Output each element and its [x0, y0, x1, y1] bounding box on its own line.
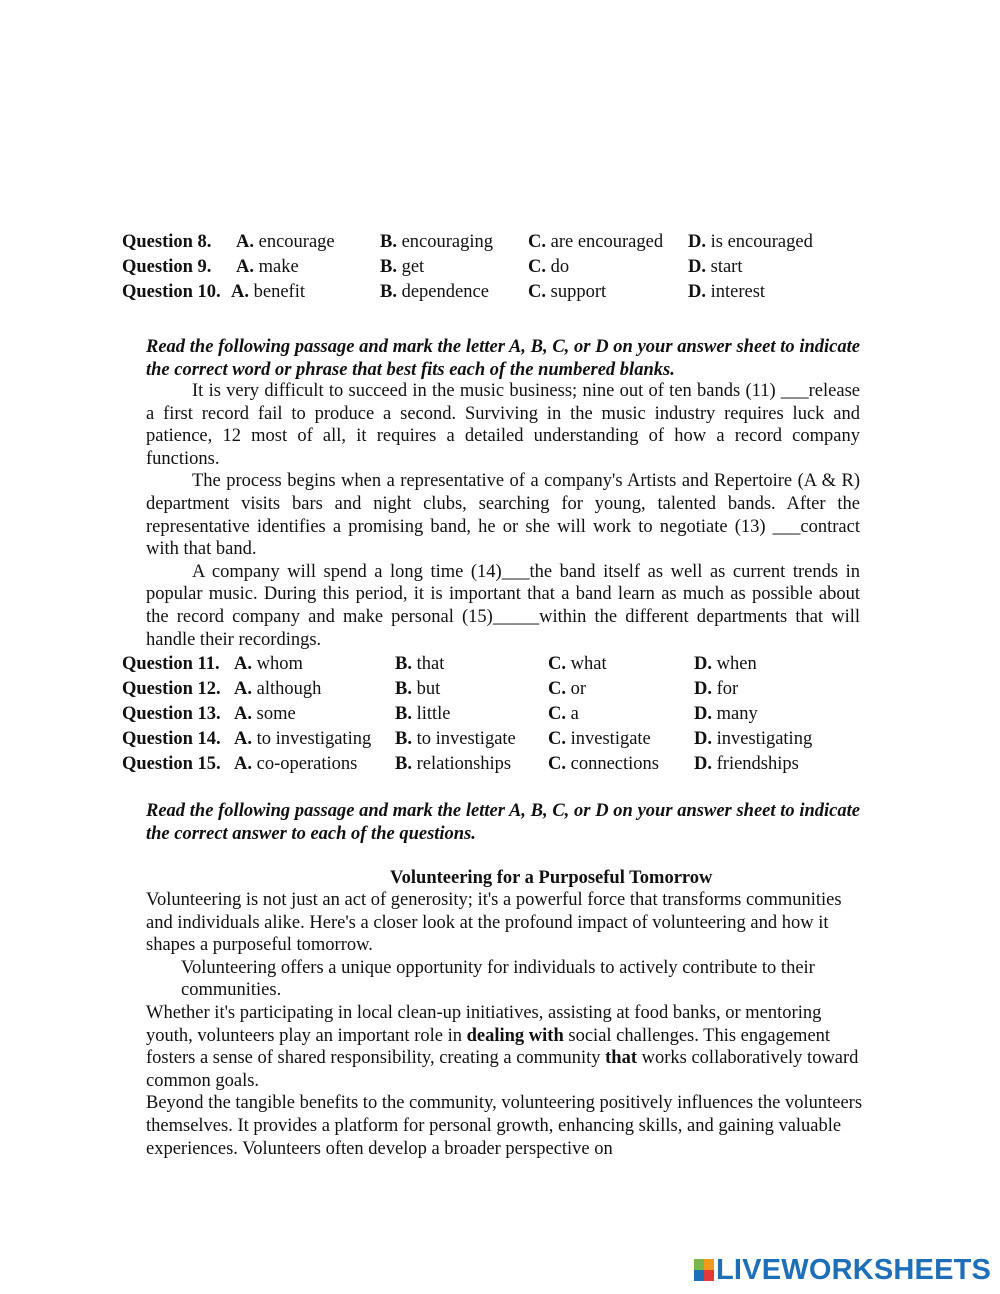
passage-paragraph: Volunteering is not just an act of generosity; it's a powerful force that transforms communities and individuals alike. Here's a closer look at the profound impact of volunteering and how it shapes a purposeful tomorrow.: [146, 890, 842, 956]
option-c[interactable]: C. investigate: [548, 729, 651, 749]
passage-paragraph: Volunteering offers a unique opportunity for individuals to actively contribute to their communities.: [181, 957, 815, 1001]
liveworksheets-logo: [694, 1254, 992, 1286]
question-number: Question 11.: [122, 654, 220, 674]
option-c[interactable]: C. support: [528, 282, 607, 302]
option-b[interactable]: B. encouraging: [380, 232, 494, 252]
option-a[interactable]: A. make: [236, 257, 299, 277]
option-d[interactable]: D. start: [688, 257, 743, 277]
option-d[interactable]: D. friendships: [694, 754, 799, 774]
option-d[interactable]: D. investigating: [694, 729, 813, 749]
option-c[interactable]: C. do: [528, 257, 570, 277]
question-number: Question 13.: [122, 704, 221, 724]
option-d[interactable]: D. when: [694, 654, 757, 674]
logo-text: LIVEWORKSHEETS: [716, 1254, 992, 1286]
option-b[interactable]: B. to investigate: [395, 729, 516, 749]
bold-term: dealing with: [466, 1025, 564, 1046]
passage-paragraph: A company will spend a long time (14)___the band itself as well as current trends in popular music. During this period, it is important that a band learn as much as possible about the record company and make personal (15)_____within the different departments that will handle their recordings.: [146, 561, 860, 650]
option-a[interactable]: A. encourage: [236, 232, 335, 252]
option-c[interactable]: C. a: [548, 704, 579, 724]
option-a[interactable]: A. co-operations: [234, 754, 358, 774]
option-c[interactable]: C. what: [548, 654, 607, 674]
option-a[interactable]: A. whom: [234, 654, 303, 674]
question-number: Question 14.: [122, 729, 221, 749]
option-c[interactable]: C. are encouraged: [528, 232, 664, 252]
question-number: Question 9.: [122, 257, 212, 277]
liveworksheets-logo-icon: [694, 1259, 714, 1281]
option-b[interactable]: B. get: [380, 257, 425, 277]
option-c[interactable]: C. connections: [548, 754, 659, 774]
option-a[interactable]: A. although: [234, 679, 322, 699]
option-d[interactable]: D. is encouraged: [688, 232, 813, 252]
option-a[interactable]: A. to investigating: [234, 729, 372, 749]
option-b[interactable]: B. that: [395, 654, 445, 674]
option-d[interactable]: D. for: [694, 679, 739, 699]
bold-term: that: [605, 1048, 637, 1069]
passage-paragraph: Beyond the tangible benefits to the community, volunteering positively influences the volunteers themselves. It provides a platform for personal growth, enhancing skills, and gaining valuable experiences. Volunteers often develop a broader perspective on: [146, 1093, 863, 1159]
option-a[interactable]: A. some: [234, 704, 296, 724]
option-b[interactable]: B. little: [395, 704, 451, 724]
question-number: Question 8.: [122, 232, 212, 252]
instruction-cloze: Read the following passage and mark the letter A, B, C, or D on your answer sheet to indicate the correct word or phrase that best fits each of the numbered blanks.: [146, 337, 860, 380]
passage-paragraph: The process begins when a representative of a company's Artists and Repertoire (A & R) department visits bars and night clubs, searching for young, talented bands. After the representative identifies a promising band, he or she will work to negotiate (13) ___contract with that band.: [146, 471, 860, 560]
option-b[interactable]: B. but: [395, 679, 441, 699]
passage-title: Volunteering for a Purposeful Tomorrow: [390, 868, 713, 888]
option-d[interactable]: D. many: [694, 704, 758, 724]
passage-music-business: [146, 380, 860, 651]
question-number: Question 15.: [122, 754, 221, 774]
question-number: Question 10.: [122, 282, 221, 302]
option-c[interactable]: C. or: [548, 679, 587, 699]
passage-paragraph: It is very difficult to succeed in the music business; nine out of ten bands (11) ___release a first record fail to produce a second. Surviving in the music industry requires luck and patience, 12 most of all, it requires a detailed understanding of how a record company functions.: [146, 381, 860, 469]
passage-volunteering: [146, 889, 866, 1160]
instruction-reading: Read the following passage and mark the letter A, B, C, or D on your answer sheet to indicate the correct answer to each of the questions.: [146, 801, 860, 844]
option-b[interactable]: B. relationships: [395, 754, 512, 774]
passage-paragraph: Whether it's participating in local clean-up initiatives, assisting at food banks, or mentoring youth, volunteers play an important role in dealing with social challenges. This engagement fosters a sense of shared responsibility, creating a community that works collaboratively toward common goals.: [146, 1002, 859, 1091]
option-d[interactable]: D. interest: [688, 282, 766, 302]
option-b[interactable]: B. dependence: [380, 282, 489, 302]
option-a[interactable]: A. benefit: [231, 282, 305, 302]
question-number: Question 12.: [122, 679, 221, 699]
